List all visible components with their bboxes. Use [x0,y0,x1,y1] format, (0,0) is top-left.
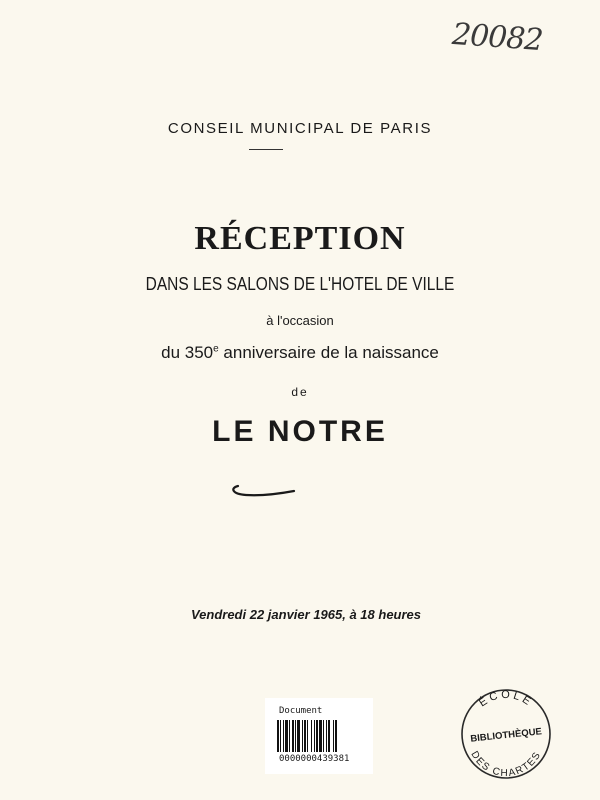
connector-word: de [291,385,309,399]
barcode-bar [307,720,308,752]
honoree-name: LE NOTRE [212,415,388,448]
council-heading: CONSEIL MUNICIPAL DE PARIS [167,120,433,137]
barcode-caption: Document [279,706,323,716]
reception-title: RÉCEPTION [194,220,406,257]
anniversary-line [0,343,600,363]
barcode-bar [285,720,288,752]
barcode-bar [283,720,284,752]
barcode-bar [280,720,281,752]
barcode-bar [295,720,296,752]
flourish-ornament [228,483,300,503]
barcode-bar [333,720,334,752]
barcode-number: 0000000439381 [279,754,350,764]
barcode-icon [277,720,361,752]
barcode-bar [335,720,337,752]
barcode-bar [326,720,327,752]
barcode-bar [289,720,290,752]
stamp-top-text: ÉCOLE [476,688,536,710]
barcode-bar [314,720,315,752]
barcode-bar [277,720,279,752]
stamp-bottom-text: DES CHARTES [468,749,544,780]
barcode-bar [292,720,294,752]
event-date: Vendredi 22 janvier 1965, à 18 heures [190,607,422,622]
barcode-bar [297,720,300,752]
barcode-bar [302,720,303,752]
barcode-bar [319,720,322,752]
stamp-center-text: BIBLIOTHÈQUE [469,726,543,745]
barcode-bar [304,720,306,752]
barcode-bar [328,720,330,752]
occasion-line: à l'occasion [266,313,334,328]
venue-line: DANS LES SALONS DE L'HOTEL DE VILLE [145,274,455,294]
barcode-bar [323,720,324,752]
barcode-label-card [265,698,373,774]
ordinal-superscript: e [213,343,219,355]
heading-divider [249,149,283,150]
library-stamp [456,684,556,784]
barcode-bar [316,720,318,752]
anniversary-prefix: du 350 [161,343,214,362]
anniversary-suffix: anniversaire de la naissance [218,343,439,362]
barcode-bar [311,720,312,752]
handwritten-reference-number: 20082 [450,16,544,59]
